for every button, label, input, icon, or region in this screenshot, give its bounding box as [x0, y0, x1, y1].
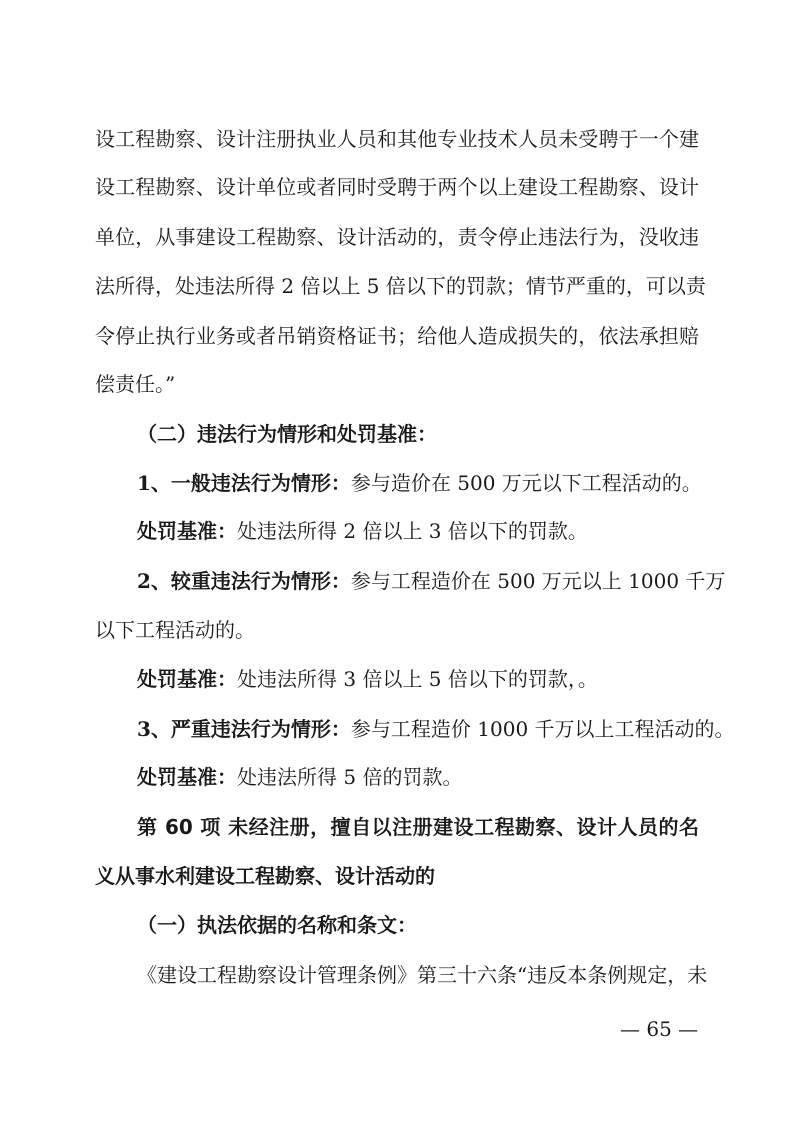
penalty-text: 处违法所得 2 倍以上 3 倍以下的罚款。 [237, 519, 588, 543]
penalty-text: 处违法所得 3 倍以上 5 倍以下的罚款，。 [237, 667, 598, 691]
penalty-line-1 [137, 519, 588, 543]
violation-label: 2、较重违法行为情形： [137, 569, 351, 593]
violation-item-3 [137, 717, 735, 741]
body-text-line: 令停止执行业务或者吊销资格证书；给他人造成损失的，依法承担赔 [95, 324, 699, 348]
violation-item-1 [137, 471, 702, 495]
penalty-label: 处罚基准： [137, 519, 237, 543]
body-text-line: 偿责任。” [95, 372, 176, 396]
penalty-line-3 [137, 765, 462, 789]
section-heading: （一）执法依据的名称和条文： [137, 913, 417, 937]
body-text-line: 单位，从事建设工程勘察、设计活动的，责令停止违法行为，没收违 [95, 225, 699, 249]
body-text-line: 设工程勘察、设计注册执业人员和其他专业技术人员未受聘于一个建 [95, 127, 699, 151]
penalty-label: 处罚基准： [137, 765, 237, 789]
violation-text: 参与工程造价在 500 万元以上 1000 千万 [350, 569, 726, 593]
violation-label: 1、一般违法行为情形： [137, 471, 351, 495]
violation-label: 3、严重违法行为情形： [137, 717, 351, 741]
article-heading-continued: 义从事水利建设工程勘察、设计活动的 [95, 864, 435, 888]
body-text-line: 设工程勘察、设计单位或者同时受聘于两个以上建设工程勘察、设计 [95, 175, 699, 199]
violation-text-continued: 以下工程活动的。 [95, 618, 255, 642]
violation-text: 参与工程造价 1000 千万以上工程活动的。 [350, 717, 735, 741]
penalty-text: 处违法所得 5 倍的罚款。 [237, 765, 463, 789]
article-heading: 第 60 项 未经注册，擅自以注册建设工程勘察、设计人员的名 [137, 815, 699, 839]
page-number: — 65 — [620, 1017, 699, 1041]
penalty-line-2 [137, 667, 598, 691]
section-heading: （二）违法行为情形和处罚基准： [137, 422, 437, 446]
violation-text: 参与造价在 500 万元以下工程活动的。 [350, 471, 702, 495]
penalty-label: 处罚基准： [137, 667, 237, 691]
body-text-line: 法所得，处违法所得 2 倍以上 5 倍以下的罚款；情节严重的，可以责 [95, 274, 706, 298]
violation-item-2 [137, 569, 726, 593]
legal-basis-line: 《建设工程勘察设计管理条例》第三十六条“违反本条例规定，未 [137, 963, 708, 987]
